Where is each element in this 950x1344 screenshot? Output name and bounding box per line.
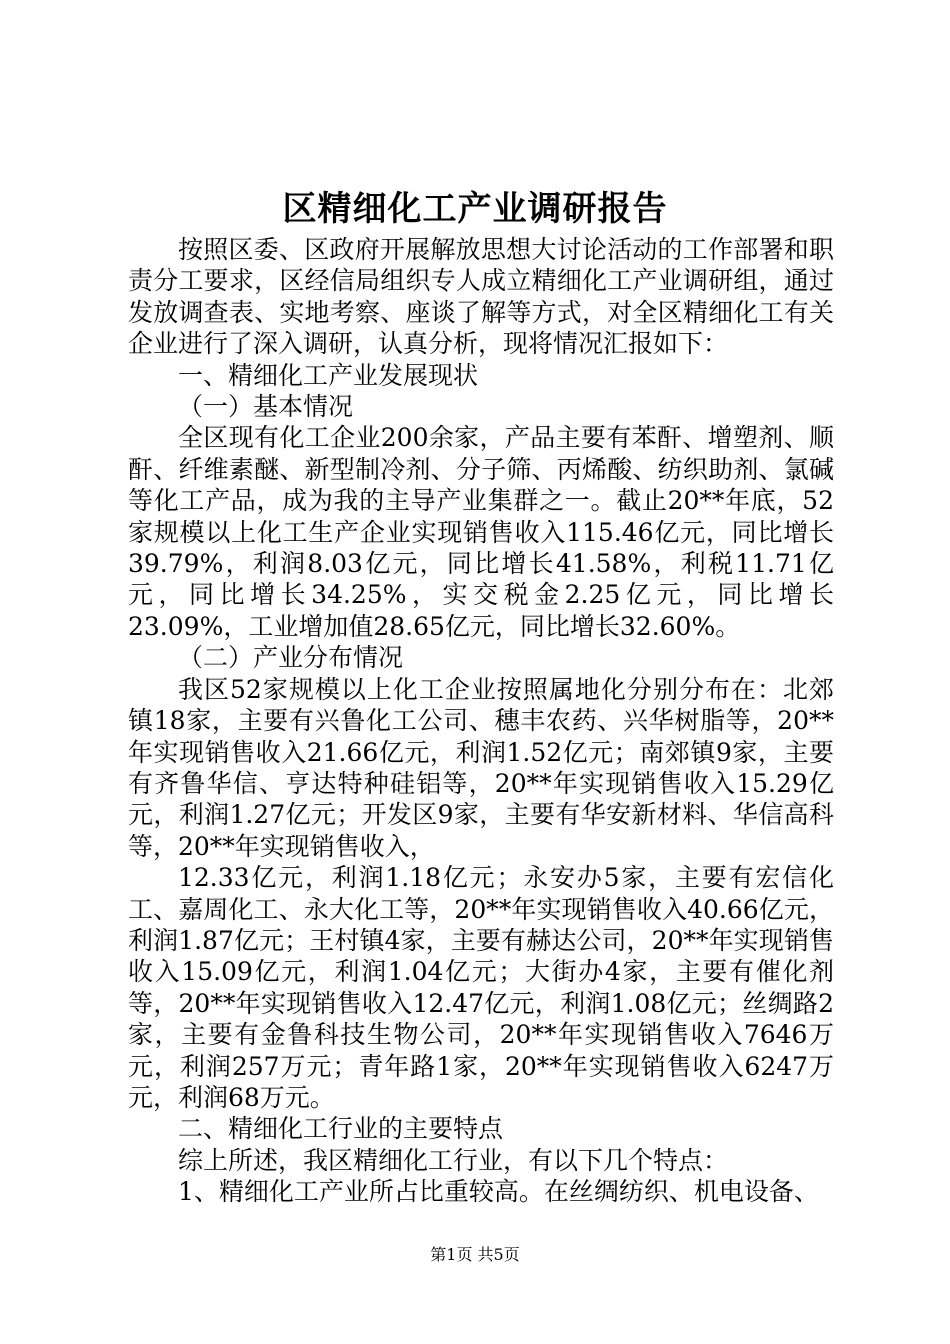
subsection-heading-distribution: （二）产业分布情况 xyxy=(178,643,404,673)
document-body xyxy=(128,234,834,1208)
paragraph-feature-1: 1、精细化工产业所占比重较高。在丝绸纺织、机电设备、 xyxy=(178,1177,819,1207)
paragraph-summary: 综上所述，我区精细化工行业，有以下几个特点： xyxy=(178,1145,729,1175)
section-heading-2: 二、精细化工行业的主要特点 xyxy=(178,1114,504,1144)
paragraph-distribution-2: 12.33亿元，利润1.18亿元；永安办5家，主要有宏信化工、嘉周化工、永大化工等，20**年实现销售收入40.66亿元，利润1.87亿元；王村镇4家，主要有赫达公司，20**年实现销售收入15.09亿元，利润1.04亿元；大街办4家，主要有催化剂等，20**年实现销售收入12.47亿元，利润1.08亿元；丝绸路2家，主要有金鲁科技生物公司，20**年实现销售收入7646万元，利润257万元；青年路1家，20**年实现销售收入6247万元，利润68万元。 xyxy=(128,863,834,1112)
paragraph-distribution-1: 我区52家规模以上化工企业按照属地化分别分布在：北郊镇18家，主要有兴鲁化工公司、穗丰农药、兴华树脂等，20**年实现销售收入21.66亿元，利润1.52亿元；南郊镇9家，主要有齐鲁华信、亨达特种硅铝等，20**年实现销售收入15.29亿元，利润1.27亿元；开发区9家，主要有华安新材料、华信高科等，20**年实现销售收入， xyxy=(128,674,834,861)
subsection-heading-basic: （一）基本情况 xyxy=(178,392,354,422)
page-footer: 第1页 共5页 xyxy=(430,1245,520,1264)
paragraph-basic-situation: 全区现有化工企业200余家，产品主要有苯酐、增塑剂、顺酐、纤维素醚、新型制冷剂、分子筛、丙烯酸、纺织助剂、氯碱等化工产品，成为我的主导产业集群之一。截止20**年底，52家规模以上化工生产企业实现销售收入115.46亿元，同比增长39.79%，利润8.03亿元，同比增长41.58%，利税11.71亿元，同比增长34.25%，实交税金2.25亿元，同比增长23.09%，工业增加值28.65亿元，同比增长32.60%。 xyxy=(128,423,834,641)
paragraph-intro: 按照区委、区政府开展解放思想大讨论活动的工作部署和职责分工要求，区经信局组织专人成立精细化工产业调研组，通过发放调查表、实地考察、座谈了解等方式，对全区精细化工有关企业进行了深入调研，认真分析，现将情况汇报如下： xyxy=(128,235,834,359)
document-title: 区精细化工产业调研报告 xyxy=(282,189,668,229)
section-heading-1: 一、精细化工产业发展现状 xyxy=(178,360,479,390)
